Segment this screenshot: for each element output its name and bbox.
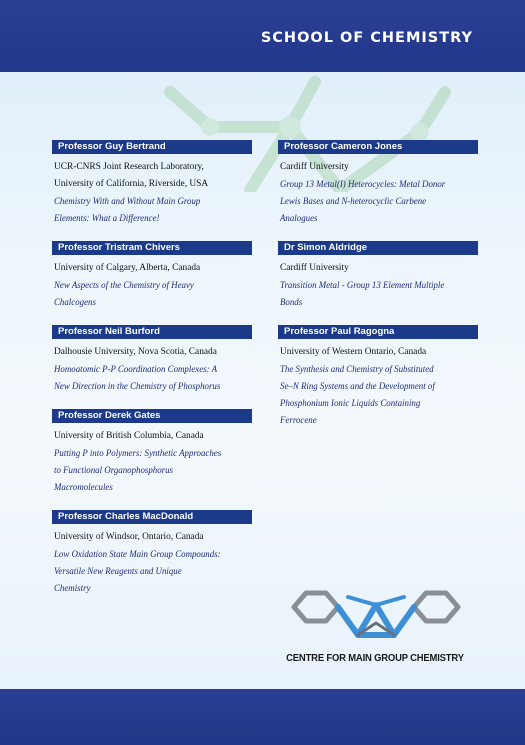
speaker-affiliation: Cardiff University	[280, 263, 349, 273]
speaker-affiliation: Cardiff University	[280, 162, 349, 172]
molecule-logo	[288, 585, 464, 641]
speaker-entry	[278, 140, 478, 227]
speaker-entry	[52, 409, 252, 496]
talk-title: Chemistry With and Without Main Group Elements: What a Difference!	[54, 196, 201, 223]
talk-title: Group 13 Metal(I) Heterocycles: Metal Donor Lewis Bases and N-heterocyclic Carbene Analogues	[280, 179, 446, 223]
talk-title: New Aspects of the Chemistry of Heavy Chalcogens	[54, 280, 194, 307]
speaker-affiliation: University of Western Ontario, Canada	[280, 347, 427, 357]
speaker-affiliation: UCR-CNRS Joint Research Laboratory, University of California, Riverside, USA	[54, 162, 209, 189]
speaker-entry	[278, 241, 478, 311]
speaker-affiliation: Dalhousie University, Nova Scotia, Canada	[54, 347, 217, 357]
school-title: SCHOOL OF CHEMISTRY	[260, 30, 473, 46]
speaker-name: Professor Charles MacDonald	[52, 510, 252, 524]
speaker-name: Professor Guy Bertrand	[52, 140, 252, 154]
speaker-name: Dr Simon Aldridge	[278, 241, 478, 255]
speaker-name: Professor Paul Ragogna	[278, 325, 478, 339]
footer-band	[0, 689, 525, 745]
talk-title: Transition Metal - Group 13 Element Multiple Bonds	[280, 280, 445, 307]
speakers-right-column	[278, 140, 478, 443]
talk-title: The Synthesis and Chemistry of Substituted Se–N Ring Systems and the Development of Phosphonium Ionic Liquids Containing Ferrocene	[280, 364, 435, 425]
talk-title: Putting P into Polymers: Synthetic Approaches to Functional Organophosphorus Macromolecules	[54, 448, 222, 492]
talk-title: Low Oxidation State Main Group Compounds: Versatile New Reagents and Unique Chemistry	[54, 549, 221, 593]
speakers-left-column	[52, 140, 252, 611]
speaker-name: Professor Neil Burford	[52, 325, 252, 339]
centre-name: CENTRE FOR MAIN GROUP CHEMISTRY	[286, 652, 464, 664]
speaker-affiliation: University of Windsor, Ontario, Canada	[54, 532, 204, 542]
speaker-entry	[52, 510, 252, 597]
talk-title: Homoatomic P-P Coordination Complexes: A New Direction in the Chemistry of Phosphorus	[54, 364, 221, 391]
speaker-affiliation: University of Calgary, Alberta, Canada	[54, 263, 201, 273]
speaker-name: Professor Tristram Chivers	[52, 241, 252, 255]
speaker-entry	[52, 241, 252, 311]
speaker-entry	[52, 325, 252, 395]
speaker-entry	[52, 140, 252, 227]
speaker-affiliation: University of British Columbia, Canada	[54, 431, 204, 441]
speaker-entry	[278, 325, 478, 429]
speaker-name: Professor Derek Gates	[52, 409, 252, 423]
header-band	[0, 0, 525, 72]
speaker-name: Professor Cameron Jones	[278, 140, 478, 154]
